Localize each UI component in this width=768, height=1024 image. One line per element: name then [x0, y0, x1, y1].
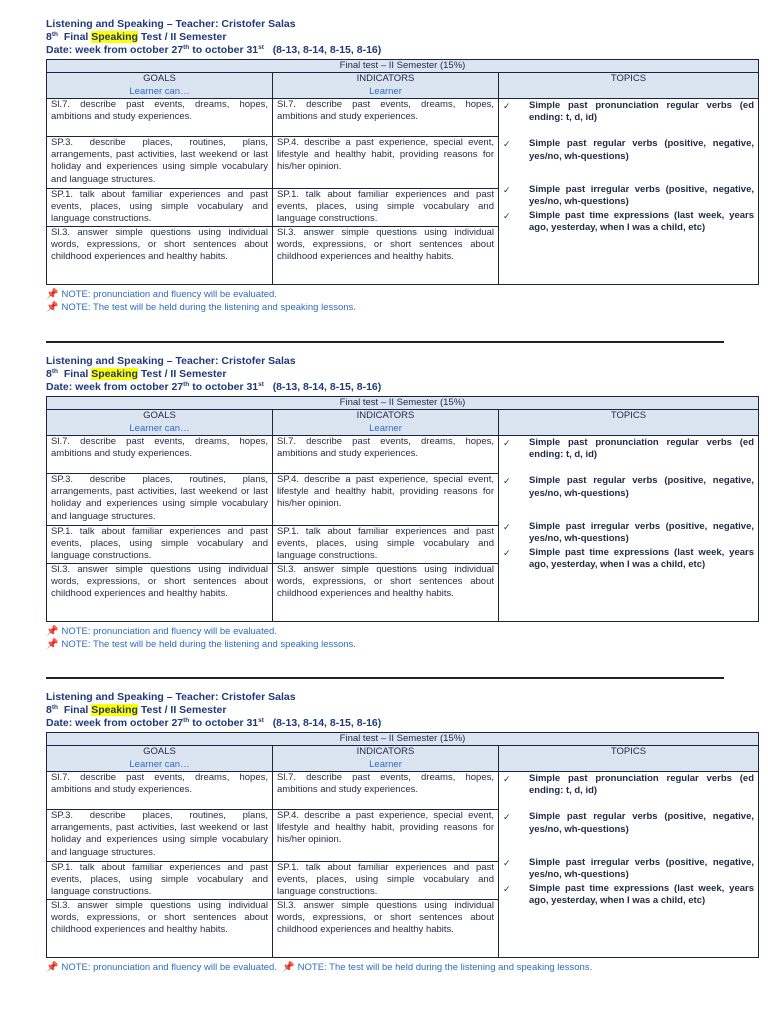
grade-suffix: th: [51, 31, 58, 38]
topics-header: TOPICS: [499, 73, 759, 99]
topic-item: [503, 138, 754, 163]
date-start: Date: week from october 27: [46, 381, 184, 393]
notes: [46, 625, 758, 652]
date-sup-2: st: [258, 717, 264, 724]
topic-item: [503, 883, 754, 908]
check-icon: ✓: [503, 437, 511, 448]
note-text: NOTE: The test will be held during the listening and speaking lessons.: [61, 302, 356, 314]
check-icon: ✓: [503, 210, 511, 221]
test-semester: Test / II Semester: [137, 704, 227, 716]
note-text: NOTE: pronunciation and fluency will be evaluated.: [61, 625, 277, 637]
goal-cell: Sl.3. answer simple questions using individual words, expressions, or short sentences about childhood experiences and healthy habits.: [47, 899, 273, 957]
indicators-title: INDICATORS: [356, 410, 415, 422]
topic-text: Simple past pronunciation regular verbs (ed ending: t, d, id): [529, 772, 754, 797]
date-groups: (8-13, 8-14, 8-15, 8-16): [272, 717, 382, 729]
grade-suffix: th: [51, 368, 58, 375]
check-icon: ✓: [503, 812, 511, 823]
topic-item: [503, 547, 754, 572]
goal-cell: SP.3. describe places, routines, plans, arrangements, past activities, last weekend or last holiday and experiences using simple vocabulary and language structures.: [47, 473, 273, 525]
date-sup-2: st: [258, 44, 264, 51]
topic-item: [503, 184, 754, 209]
final-label: Final: [63, 704, 92, 716]
test-table: [46, 396, 759, 622]
pushpin-icon: 📌: [46, 961, 59, 973]
indicators-title: INDICATORS: [356, 73, 415, 85]
topic-text: Simple past time expressions (last week, years ago, yesterday, when I was a child, etc): [529, 209, 754, 233]
date-groups: (8-13, 8-14, 8-15, 8-16): [272, 44, 382, 56]
topic-text: Simple past pronunciation regular verbs (ed ending: t, d, id): [529, 436, 754, 461]
date-sup-1: th: [183, 44, 190, 51]
indicator-cell: SP.1. talk about familiar experiences and past events, places, using simple vocabulary and language constructions.: [273, 188, 499, 226]
goal-cell: SP.1. talk about familiar experiences and past events, places, using simple vocabulary and language constructions.: [47, 861, 273, 899]
final-label: Final: [63, 368, 92, 380]
test-block-1: [46, 18, 758, 315]
topic-text: Simple past regular verbs (positive, negative, yes/no, wh-questions): [529, 811, 754, 835]
check-icon: ✓: [503, 547, 511, 558]
goal-cell: SP.1. talk about familiar experiences and past events, places, using simple vocabulary and language constructions.: [47, 525, 273, 563]
goals-title: GOALS: [143, 410, 176, 422]
indicator-cell: Sl.3. answer simple questions using individual words, expressions, or short sentences about childhood experiences and healthy habits.: [273, 563, 499, 621]
notes: [46, 961, 758, 975]
note-text: NOTE: The test will be held during the listening and speaking lessons.: [297, 961, 593, 973]
highlighted-speaking: Speaking: [91, 704, 138, 716]
topic-text: Simple past pronunciation regular verbs (ed ending: t, d, id): [529, 99, 754, 124]
highlighted-speaking: Speaking: [91, 368, 138, 380]
test-semester: Test / II Semester: [137, 31, 227, 43]
indicators-header: [273, 410, 499, 436]
check-icon: ✓: [503, 476, 511, 487]
grade-number: 8: [46, 368, 52, 380]
check-icon: ✓: [503, 858, 511, 869]
goal-cell: SP.3. describe places, routines, plans, arrangements, past activities, last weekend or last holiday and experiences using simple vocabulary and language structures.: [47, 809, 273, 861]
note-row: [46, 301, 758, 315]
date-middle: to october 31: [189, 381, 259, 393]
topic-text: Simple past regular verbs (positive, negative, yes/no, wh-questions): [529, 475, 754, 499]
topics-cell: [499, 98, 759, 284]
goal-cell: Sl.3. answer simple questions using individual words, expressions, or short sentences about childhood experiences and healthy habits.: [47, 563, 273, 621]
pushpin-icon: 📌: [46, 288, 59, 300]
topic-item: [503, 210, 754, 235]
topic-item: [503, 437, 754, 462]
topic-item: [503, 857, 754, 882]
check-icon: ✓: [503, 883, 511, 894]
date-start: Date: week from october 27: [46, 44, 184, 56]
goal-cell: Sl.7. describe past events, dreams, hopes, ambitions and study experiences.: [47, 98, 273, 136]
goal-cell: Sl.7. describe past events, dreams, hopes, ambitions and study experiences.: [47, 435, 273, 473]
indicator-cell: SP.4. describe a past experience, special event, lifestyle and healthy habit, providing reasons for his/her opinion.: [273, 136, 499, 188]
date-sup-1: th: [183, 717, 190, 724]
table-caption: Final test – II Semester (15%): [47, 60, 759, 73]
test-title-line: [46, 368, 758, 381]
indicators-subtitle: Learner: [369, 758, 402, 770]
topic-item: [503, 521, 754, 546]
date-groups: (8-13, 8-14, 8-15, 8-16): [272, 381, 382, 393]
check-icon: ✓: [503, 185, 511, 196]
test-table: [46, 732, 759, 958]
check-icon: ✓: [503, 100, 511, 111]
note-row: [46, 288, 758, 302]
indicator-cell: SP.1. talk about familiar experiences and past events, places, using simple vocabulary and language constructions.: [273, 525, 499, 563]
goal-cell: Sl.3. answer simple questions using individual words, expressions, or short sentences about childhood experiences and healthy habits.: [47, 226, 273, 284]
topic-item: [503, 100, 754, 125]
goals-header: [47, 73, 273, 99]
date-line: [46, 717, 758, 730]
pushpin-icon: 📌: [46, 302, 59, 314]
table-caption: Final test – II Semester (15%): [47, 397, 759, 410]
date-start: Date: week from october 27: [46, 717, 184, 729]
teacher-line: Listening and Speaking – Teacher: Cristofer Salas: [46, 18, 296, 30]
goals-subtitle: Learner can…: [129, 422, 190, 434]
indicator-cell: Sl.7. describe past events, dreams, hopes, ambitions and study experiences.: [273, 435, 499, 473]
teacher-line: Listening and Speaking – Teacher: Cristofer Salas: [46, 355, 296, 367]
topic-text: Simple past time expressions (last week, years ago, yesterday, when I was a child, etc): [529, 546, 754, 570]
indicators-header: [273, 746, 499, 772]
separator-line: [46, 341, 724, 343]
note-row: [46, 625, 758, 639]
test-semester: Test / II Semester: [137, 368, 227, 380]
teacher-line: Listening and Speaking – Teacher: Cristofer Salas: [46, 691, 296, 703]
note-text: NOTE: pronunciation and fluency will be evaluated.: [61, 961, 277, 973]
note-row: [46, 638, 758, 652]
test-title-line: [46, 704, 758, 717]
topic-text: Simple past irregular verbs (positive, negative, yes/no, wh-questions): [529, 857, 754, 881]
pushpin-icon: 📌: [282, 961, 295, 973]
indicator-cell: SP.1. talk about familiar experiences and past events, places, using simple vocabulary and language constructions.: [273, 861, 499, 899]
note-text: NOTE: The test will be held during the listening and speaking lessons.: [61, 639, 356, 651]
indicator-cell: SP.4. describe a past experience, special event, lifestyle and healthy habit, providing reasons for his/her opinion.: [273, 809, 499, 861]
topics-header: TOPICS: [499, 746, 759, 772]
grade-number: 8: [46, 704, 52, 716]
note-text: NOTE: pronunciation and fluency will be evaluated.: [61, 288, 277, 300]
indicators-subtitle: Learner: [369, 85, 402, 97]
topic-item: [503, 773, 754, 798]
goal-cell: Sl.7. describe past events, dreams, hopes, ambitions and study experiences.: [47, 771, 273, 809]
topic-item: [503, 811, 754, 836]
topic-text: Simple past irregular verbs (positive, negative, yes/no, wh-questions): [529, 184, 754, 208]
indicators-subtitle: Learner: [369, 422, 402, 434]
indicators-title: INDICATORS: [356, 746, 415, 758]
goals-header: [47, 410, 273, 436]
indicator-cell: Sl.7. describe past events, dreams, hopes, ambitions and study experiences.: [273, 98, 499, 136]
check-icon: ✓: [503, 522, 511, 533]
date-line: [46, 381, 758, 394]
indicators-header: [273, 73, 499, 99]
note-row: [46, 961, 758, 975]
pushpin-icon: 📌: [46, 639, 59, 651]
date-sup-2: st: [258, 381, 264, 388]
indicator-cell: Sl.3. answer simple questions using individual words, expressions, or short sentences about childhood experiences and healthy habits.: [273, 226, 499, 284]
topics-header: TOPICS: [499, 410, 759, 436]
topics-cell: [499, 771, 759, 957]
date-sup-1: th: [183, 381, 190, 388]
goal-cell: SP.3. describe places, routines, plans, arrangements, past activities, last weekend or last holiday and experiences using simple vocabulary and language structures.: [47, 136, 273, 188]
test-block-3: [46, 691, 758, 974]
indicator-cell: SP.4. describe a past experience, special event, lifestyle and healthy habit, providing reasons for his/her opinion.: [273, 473, 499, 525]
check-icon: ✓: [503, 773, 511, 784]
indicator-cell: Sl.3. answer simple questions using individual words, expressions, or short sentences about childhood experiences and healthy habits.: [273, 899, 499, 957]
grade-number: 8: [46, 31, 52, 43]
goals-subtitle: Learner can…: [129, 85, 190, 97]
table-caption: Final test – II Semester (15%): [47, 733, 759, 746]
final-label: Final: [63, 31, 92, 43]
test-block-2: [46, 355, 758, 652]
highlighted-speaking: Speaking: [91, 31, 138, 43]
notes: [46, 288, 758, 315]
topic-text: Simple past irregular verbs (positive, negative, yes/no, wh-questions): [529, 521, 754, 545]
goals-header: [47, 746, 273, 772]
check-icon: ✓: [503, 139, 511, 150]
separator-line: [46, 677, 724, 679]
goals-title: GOALS: [143, 73, 176, 85]
topic-text: Simple past regular verbs (positive, negative, yes/no, wh-questions): [529, 138, 754, 162]
topic-text: Simple past time expressions (last week, years ago, yesterday, when I was a child, etc): [529, 882, 754, 906]
date-middle: to october 31: [189, 44, 259, 56]
goals-title: GOALS: [143, 746, 176, 758]
test-table: [46, 59, 759, 285]
topics-cell: [499, 435, 759, 621]
date-line: [46, 44, 758, 57]
grade-suffix: th: [51, 704, 58, 711]
goal-cell: SP.1. talk about familiar experiences and past events, places, using simple vocabulary and language constructions.: [47, 188, 273, 226]
indicator-cell: Sl.7. describe past events, dreams, hopes, ambitions and study experiences.: [273, 771, 499, 809]
goals-subtitle: Learner can…: [129, 758, 190, 770]
topic-item: [503, 475, 754, 500]
pushpin-icon: 📌: [46, 625, 59, 637]
date-middle: to october 31: [189, 717, 259, 729]
test-title-line: [46, 31, 758, 44]
